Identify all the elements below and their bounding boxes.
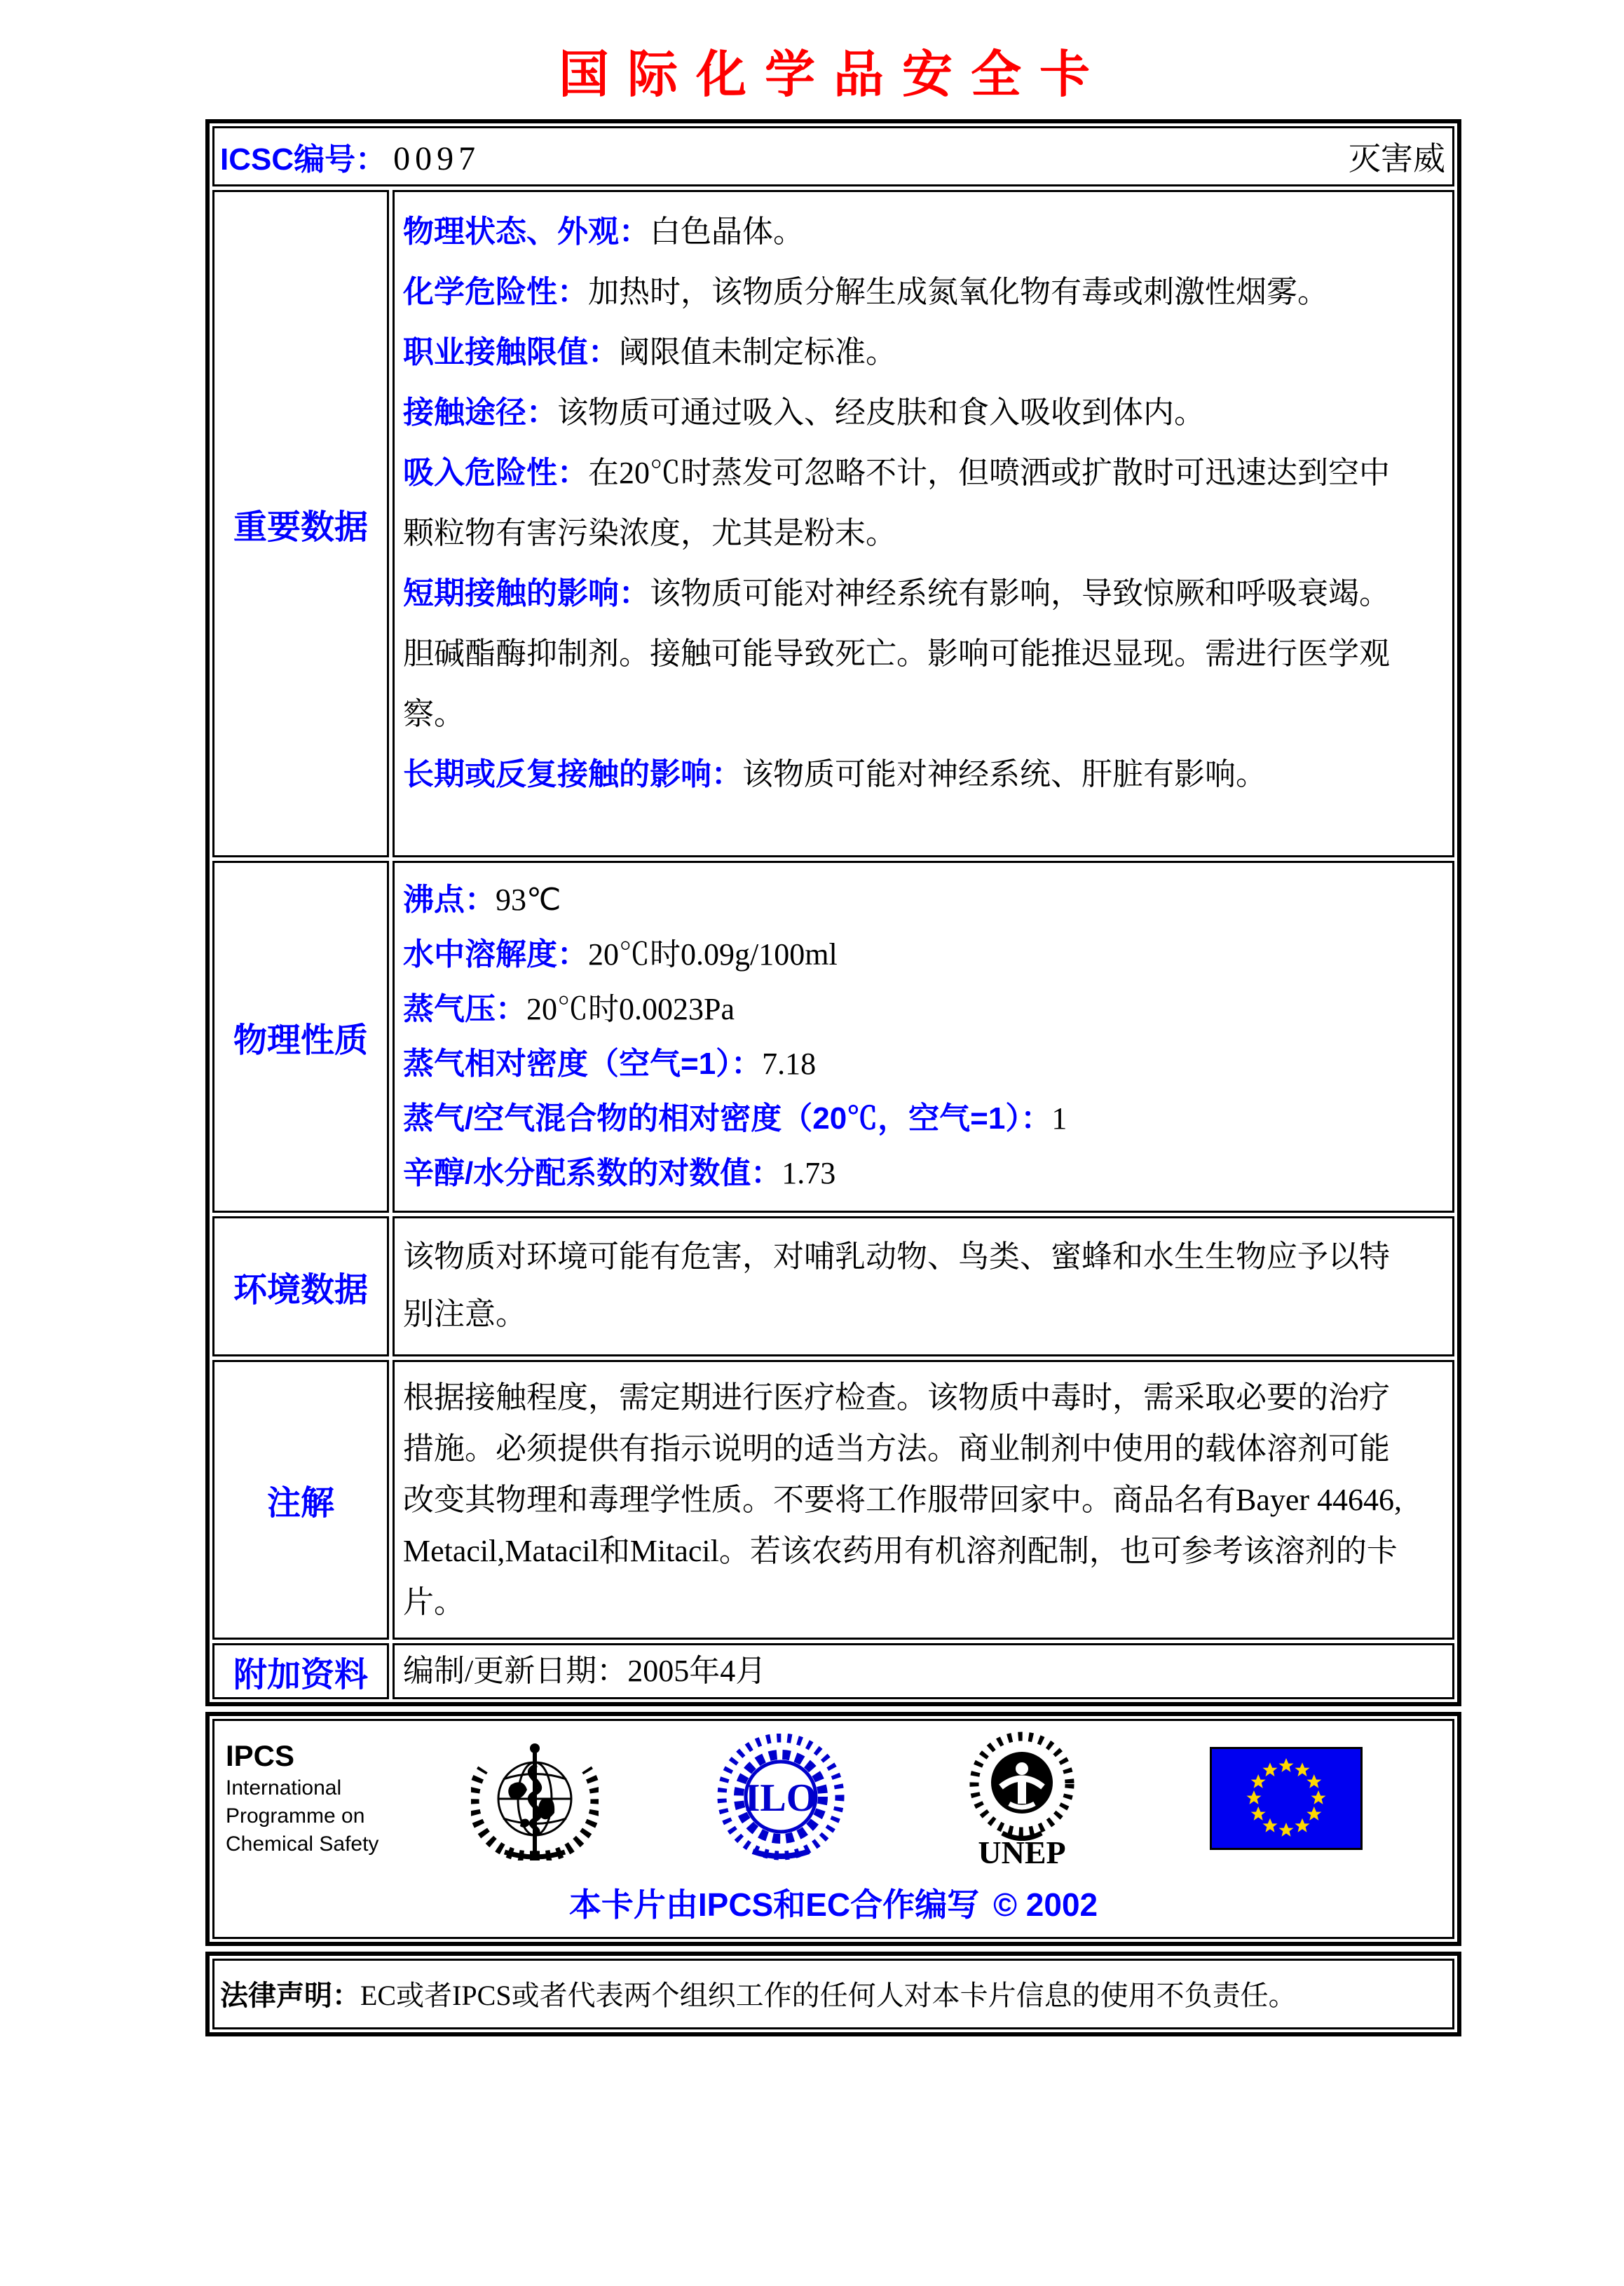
section-label-additional-info: 附加资料 <box>212 1643 389 1699</box>
credit-text: 本卡片由IPCS和EC合作编写 <box>568 1886 980 1923</box>
section-additional-info <box>212 1643 1454 1699</box>
ilo-logo-icon <box>716 1734 845 1863</box>
field-label: 水中溶解度： <box>403 937 588 972</box>
field-label: 短期接触的影响： <box>403 576 650 611</box>
field-label: 辛醇/水分配系数的对数值： <box>403 1156 782 1190</box>
field-inhalation-risk <box>403 443 1403 564</box>
field-water-solubility <box>403 927 1403 982</box>
field-value: 1.73 <box>782 1156 836 1190</box>
field-vapor-air-density <box>403 1091 1403 1146</box>
section-environmental-data <box>212 1216 1454 1356</box>
field-value: 该物质可通过吸入、经皮肤和食入吸收到体内。 <box>557 395 1205 430</box>
field-label: 化学危险性： <box>403 275 588 309</box>
ipcs-subtitle-line1: International <box>226 1776 342 1799</box>
field-value: 根据接触程度，需定期进行医疗检查。该物质中毒时，需采取必要的治疗措施。必须提供有指示说明的适当方法。商业制剂中使用的载体溶剂可能改变其物理和毒理学性质。不要将工作服带回家中。商品名有Bayer 44646, Metacil,Matacil和Mitacil。若该农药用有机溶剂配制，也可参考该溶剂的卡片。 <box>403 1380 1403 1619</box>
field-chemical-danger <box>403 262 1403 322</box>
organizations-cell <box>212 1719 1454 1939</box>
field-label: 物理状态、外观： <box>403 215 650 249</box>
icsc-number-value: 0097 <box>393 140 481 177</box>
credit-line <box>221 1879 1445 1926</box>
field-value: 白色晶体。 <box>650 215 804 249</box>
field-label: 长期或反复接触的影响： <box>403 757 742 791</box>
field-label: 吸入危险性： <box>403 456 588 490</box>
section-content-important-data <box>393 190 1454 857</box>
field-value: 1 <box>1051 1101 1067 1136</box>
field-vapor-pressure <box>403 982 1403 1037</box>
field-exposure-routes <box>403 383 1403 443</box>
field-value: 该物质可能对神经系统有影响，导致惊厥和呼吸衰竭。胆碱酯酶抑制剂。接触可能导致死亡。影响可能推迟显现。需进行医学观察。 <box>403 576 1390 731</box>
section-label-notes: 注解 <box>212 1360 389 1640</box>
field-boiling-point <box>403 873 1403 927</box>
legal-notice-cell <box>212 1959 1454 2029</box>
who-logo-icon <box>471 1736 599 1860</box>
section-important-data <box>212 190 1454 857</box>
organizations-footer <box>205 1712 1461 1946</box>
legal-notice-label: 法律声明： <box>220 1980 360 2011</box>
field-label: 沸点： <box>403 883 496 917</box>
field-value: 该物质可能对神经系统、肝脏有影响。 <box>742 757 1267 791</box>
field-update-date <box>403 1649 1403 1693</box>
icsc-number-label: ICSC编号： <box>220 142 387 177</box>
icsc-main-table <box>205 119 1461 1706</box>
field-value: 编制/更新日期：2005年4月 <box>403 1654 767 1688</box>
section-content-notes <box>393 1360 1454 1640</box>
ipcs-subtitle-line3: Chemical Safety <box>226 1832 379 1856</box>
icsc-card-page <box>0 34 1624 2286</box>
legal-notice-box <box>205 1952 1461 2036</box>
header-cell <box>212 126 1454 186</box>
section-content-physical-properties <box>393 861 1454 1213</box>
field-long-term-effects <box>403 744 1403 805</box>
field-occupational-limit <box>403 322 1403 383</box>
field-short-term-effects <box>403 564 1403 744</box>
field-value: 该物质对环境可能有危害，对哺乳动物、鸟类、蜜蜂和水生生物应予以特别注意。 <box>403 1239 1390 1331</box>
field-label: 职业接触限值： <box>403 335 619 369</box>
field-label: 蒸气/空气混合物的相对密度（20℃，空气=1）： <box>403 1101 1052 1136</box>
eu-flag-icon <box>1210 1747 1363 1850</box>
field-value: 阈限值未制定标准。 <box>619 335 896 369</box>
field-environmental-note <box>403 1228 1403 1343</box>
section-content-environmental-data <box>393 1216 1454 1356</box>
field-label: 蒸气压： <box>403 992 526 1026</box>
field-vapor-density <box>403 1037 1403 1091</box>
field-value: 20℃时0.09g/100ml <box>588 937 838 972</box>
field-octanol-water <box>403 1146 1403 1201</box>
section-notes <box>212 1360 1454 1640</box>
ipcs-title: IPCS <box>226 1739 295 1772</box>
field-value: 93℃ <box>496 883 561 917</box>
logos-row <box>221 1728 1445 1868</box>
unep-logo-icon <box>966 1728 1078 1868</box>
field-value: 7.18 <box>762 1047 817 1081</box>
field-physical-state <box>403 202 1403 262</box>
header-row <box>212 126 1454 186</box>
ipcs-subtitle-line2: Programme on <box>226 1804 365 1828</box>
field-notes <box>403 1372 1403 1628</box>
field-value: 在20℃时蒸发可忽略不计，但喷洒或扩散时可迅速达到空中颗粒物有害污染浓度，尤其是粉末。 <box>403 456 1390 550</box>
section-physical-properties <box>212 861 1454 1213</box>
ilo-logo-text: ILO <box>744 1776 817 1820</box>
icsc-number-group <box>220 134 480 179</box>
page-title: 国际化学品安全卡 <box>558 47 1108 103</box>
ipcs-text-block <box>226 1738 421 1858</box>
section-content-additional-info <box>393 1643 1454 1699</box>
copyright-text: © 2002 <box>993 1886 1098 1923</box>
legal-notice-text: EC或者IPCS或者代表两个组织工作的任何人对本卡片信息的使用不负责任。 <box>360 1980 1297 2011</box>
chemical-name: 灭害威 <box>1349 141 1445 177</box>
unep-logo-text: UNEP <box>978 1835 1066 1868</box>
section-label-important-data: 重要数据 <box>212 190 389 857</box>
field-value: 20℃时0.0023Pa <box>526 992 735 1026</box>
section-label-physical-properties: 物理性质 <box>212 861 389 1213</box>
field-label: 接触途径： <box>403 395 557 430</box>
field-label: 蒸气相对密度（空气=1）： <box>403 1047 763 1081</box>
section-label-environmental-data: 环境数据 <box>212 1216 389 1356</box>
field-value: 加热时，该物质分解生成氮氧化物有毒或刺激性烟雾。 <box>588 275 1328 309</box>
